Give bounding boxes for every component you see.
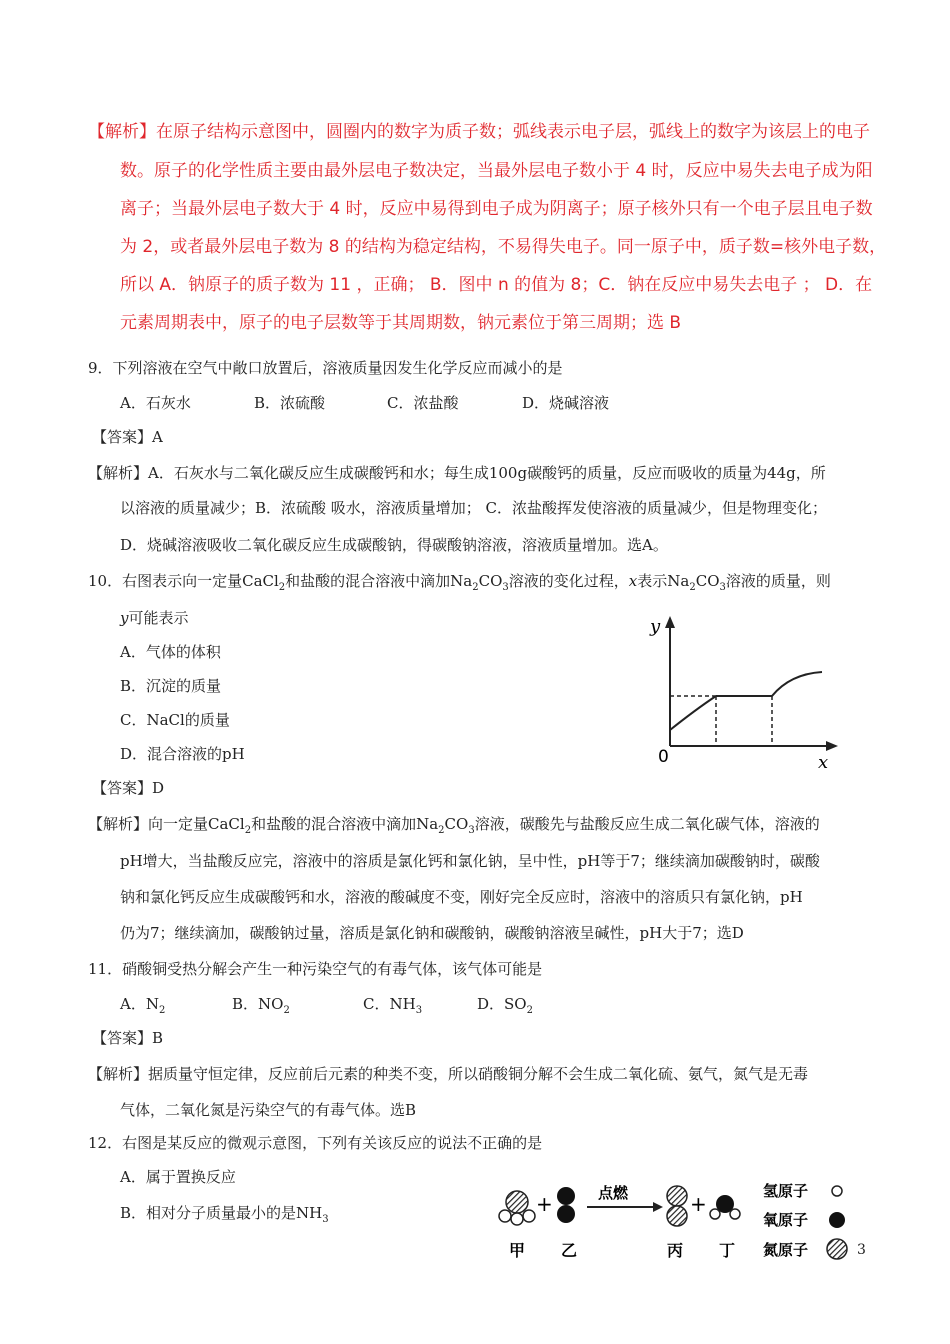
arrow-head [653,1202,663,1212]
analysis-red-line: 所以 A．钠原子的质子数为 11 ，正确； B．图中 n 的值为 8；C．钠在反应中易失去电子 ； D．在 [120,275,873,295]
question-stem: 11．硝酸铜受热分解会产生一种污染空气的有毒气体，该气体可能是 [88,960,543,978]
question-stem-cont [120,607,189,628]
option: D．混合溶液的pH [120,745,245,763]
nitrogen-atom [667,1186,687,1206]
nitrogen-atom [667,1206,687,1226]
question-stem [88,570,831,593]
variable-x: x [628,572,638,590]
hydrogen-atom [730,1209,740,1219]
stem-sub: 2 [278,582,286,593]
analysis-red-line: 【解析】在原子结构示意图中，圆圈内的数字为质子数；弧线表示电子层，弧线上的数字为该层上的电子 [88,122,870,142]
analysis-line: pH增大，当盐酸反应完，溶液中的溶质是氯化钙和氯化钠，呈中性，pH等于7；继续滴加碳酸钠时，碳酸 [120,852,820,870]
option-text: D．SO [477,995,527,1013]
q10-graph [640,610,850,780]
x-label: x [818,752,829,773]
option: A．属于置换反应 [120,1168,236,1186]
question-stem: 12．右图是某反应的微观示意图，下列有关该反应的说法不正确的是 [88,1134,543,1152]
option-sub: 2 [158,1005,166,1016]
answer: 【答案】A [92,428,163,446]
option [363,993,422,1016]
molecule-bing [667,1186,687,1226]
answer: 【答案】D [92,779,165,797]
label-jia: 甲 [509,1241,526,1260]
stem-part: CO [478,572,503,590]
option: A．气体的体积 [120,643,221,661]
y-label: y [650,616,661,637]
stem-part: 溶液的质量，则 [725,572,831,590]
analysis-line: 气体，二氧化氮是污染空气的有毒气体。选B [120,1101,417,1119]
legend-oxygen: 氧原子 [763,1211,809,1229]
label-ding: 丁 [719,1241,736,1260]
analysis-sub: 2 [244,825,252,836]
analysis-red-line: 元素周期表中，原子的电子层数等于其周期数，钠元素位于第三周期；选 B [120,313,682,333]
analysis-line [88,813,820,836]
legend-nitrogen-icon [827,1239,847,1259]
stem-sub: 2 [472,582,479,593]
stem-part: 表示Na [637,572,690,590]
hydrogen-atom [523,1210,535,1222]
analysis-part: 溶液，碳酸先与盐酸反应生成二氧化碳气体，溶液的 [474,815,820,833]
page-number: 3 [857,1242,866,1258]
stem-sub: 3 [719,582,726,593]
option [232,993,290,1016]
analysis-line: 钠和氯化钙反应生成碳酸钙和水，溶液的酸碱度不变，刚好完全反应时，溶液中的溶质只有氯化钠，pH [120,888,803,906]
stem-sub: 3 [502,582,509,593]
question-stem: 9．下列溶液在空气中敞口放置后，溶液质量因发生化学反应而减小的是 [88,359,563,377]
analysis-red-line: 为 2，或者最外层电子数为 8 的结构为稳定结构，不易得失电子。同一原子中，质子数=核外电子数， [120,237,887,257]
legend-oxygen-icon [829,1212,845,1228]
legend-nitrogen: 氮原子 [763,1241,809,1259]
x-axis-arrow [826,741,838,751]
analysis-part: CO [444,815,469,833]
option [120,993,165,1016]
option-text: B．NO [232,995,284,1013]
stem-part: CO [695,572,720,590]
legend-hydrogen: 氢原子 [763,1182,809,1200]
plus-sign: + [690,1192,707,1216]
option-sub: 3 [415,1005,423,1016]
option-text: B．相对分子质量最小的是NH [120,1204,323,1222]
option: B．浓硫酸 [254,394,326,412]
option: C．浓盐酸 [387,394,459,412]
stem-part: 和盐酸的混合溶液中滴加Na [285,572,473,590]
analysis-line: 以溶液的质量减少；B．浓硫酸 吸水，溶液质量增加； C．浓盐酸挥发使溶液的质量减少，但是物理变化； [120,499,828,517]
stem-part: 溶液的变化过程， [508,572,629,590]
option-sub: 2 [283,1005,290,1016]
option-text: C．NH [363,995,416,1013]
analysis-sub: 3 [468,825,475,836]
stem-sub: 2 [689,582,696,593]
variable-y: y [120,609,129,627]
option-sub: 3 [322,1214,329,1225]
option [477,993,533,1016]
analysis-line: 仍为7；继续滴加，碳酸钠过量，溶质是氯化钠和碳酸钠，碳酸钠溶液呈碱性，pH大于7；选D [120,924,744,942]
hydrogen-atom [499,1210,511,1222]
analysis-line: D．烧碱溶液吸收二氧化碳反应生成碳酸钠，得碳酸钠溶液，溶液质量增加。选A。 [120,536,668,554]
molecule-yi [557,1187,575,1223]
analysis-red-line: 离子；当最外层电子数大于 4 时，反应中易得到电子成为阴离子；原子核外只有一个电子层且电子数 [120,199,873,219]
plus-sign: + [536,1192,553,1216]
molecule-ding [710,1195,740,1219]
analysis-red-line: 数。原子的化学性质主要由最外层电子数决定，当最外层电子数小于 4 时，反应中易失去电子成为阳 [120,161,873,181]
stem-part: 可能表示 [128,609,189,627]
analysis-line: 【解析】A．石灰水与二氧化碳反应生成碳酸钙和水；每生成100g碳酸钙的质量，反应而吸收的质量为44g，所 [88,464,826,482]
analysis-part: 和盐酸的混合溶液中滴加Na [251,815,439,833]
curve-rise-2 [772,672,822,696]
reaction-diagram [495,1176,865,1268]
label-yi: 乙 [561,1241,578,1260]
oxygen-atom [557,1205,575,1223]
molecule-jia [499,1191,535,1225]
option: B．沉淀的质量 [120,677,222,695]
nitrogen-atom [506,1191,528,1213]
option-text: A．N [120,995,159,1013]
analysis-part: 【解析】向一定量CaCl [88,815,245,833]
label-bing: 丙 [667,1241,684,1260]
option: D．烧碱溶液 [522,394,610,412]
legend-hydrogen-icon [832,1186,842,1196]
hydrogen-atom [511,1213,523,1225]
y-axis-arrow [665,616,675,628]
analysis-sub: 2 [438,825,445,836]
analysis-line: 【解析】据质量守恒定律，反应前后元素的种类不变，所以硝酸铜分解不会生成二氧化硫、氨气，氮气是无毒 [88,1065,809,1083]
reaction-condition: 点燃 [598,1184,629,1202]
stem-part: 10．右图表示向一定量CaCl [88,572,279,590]
option: C．NaCl的质量 [120,711,230,729]
curve-rise [670,696,716,730]
answer: 【答案】B [92,1029,164,1047]
origin-label: 0 [658,747,669,767]
hydrogen-atom [710,1209,720,1219]
oxygen-atom [557,1187,575,1205]
option: A．石灰水 [120,394,191,412]
option [120,1202,329,1225]
option-sub: 2 [526,1005,533,1016]
